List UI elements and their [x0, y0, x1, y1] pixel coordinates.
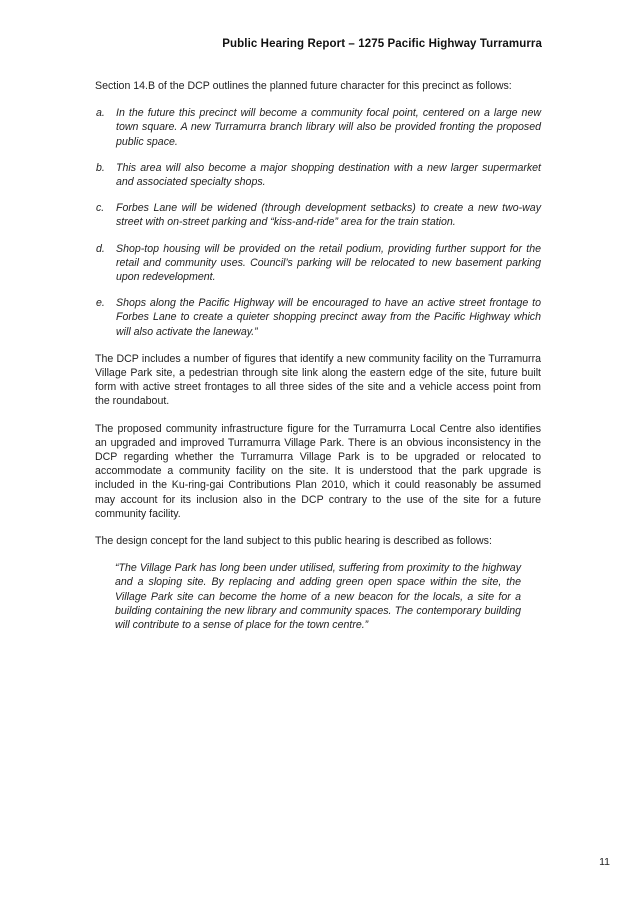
list-marker: b.	[96, 161, 105, 174]
list-item-text: In the future this precinct will become a community focal point, centered on a large new town square. A new Turramurra branch library will also be provided fronting the proposed public space.	[116, 107, 541, 148]
list-item-text: This area will also become a major shopping destination with a new larger supermarket and associated specialty shops.	[116, 161, 541, 189]
list-item	[95, 296, 541, 339]
dcp-figures-paragraph: The DCP includes a number of figures that identify a new community facility on the Turramurra Village Park site, a pedestrian through site link along the eastern edge of the site, future built form with active street frontages to all three sides of the site and a vehicle access point from the roundabout.	[95, 352, 541, 408]
list-item	[95, 106, 541, 149]
list-marker: e.	[96, 297, 105, 310]
design-concept-intro: The design concept for the land subject to this public hearing is described as follows:	[95, 535, 492, 548]
list-marker: c.	[96, 202, 105, 215]
list-item-text: Shop-top housing will be provided on the retail podium, providing further support for the retail and community uses. Council’s parking will be relocated to new basement parking upon redevelopment.	[116, 242, 541, 284]
list-item-text: Shops along the Pacific Highway will be encouraged to have an active street frontage to Forbes Lane to create a quieter shopping precinct away from the Pacific Highway which will also activate the laneway.”	[116, 297, 541, 338]
design-concept-quote: “The Village Park has long been under utilised, suffering from proximity to the highway and a sloping site. By replacing and adding green open space within the site, the Village Park site can become the home of a new beacon for the locals, a site for a building containing the new library and community spaces. The contemporary building will contribute to a sense of place for the town centre.”	[115, 562, 521, 632]
page-content	[95, 79, 541, 632]
list-item	[95, 242, 541, 285]
list-item-text: Forbes Lane will be widened (through development setbacks) to create a new two-way street with on-street parking and “kiss-and-ride” area for the train station.	[116, 202, 541, 229]
list-marker: d.	[96, 242, 105, 255]
list-item	[95, 201, 541, 229]
list-item	[95, 161, 541, 189]
infrastructure-paragraph: The proposed community infrastructure figure for the Turramurra Local Centre also identifies an upgraded and improved Turramurra Village Park. There is an obvious inconsistency in the DCP regarding whether the Turramurra Village Park is to be upgraded or relocated to accommodate a community facility on the site. It is understood that the park upgrade is included in the Ku-ring-gai Contributions Plan 2010, which it could reasonably be assumed may account for its inclusion also in the DCP contrary to the use of the site for a future community facility.	[95, 422, 541, 520]
list-marker: a.	[96, 107, 105, 120]
page-number: 11	[599, 856, 610, 868]
character-list	[95, 106, 541, 339]
page-header-title: Public Hearing Report – 1275 Pacific Highway Turramurra	[222, 38, 542, 50]
intro-paragraph: Section 14.B of the DCP outlines the planned future character for this precinct as follows:	[95, 80, 512, 92]
